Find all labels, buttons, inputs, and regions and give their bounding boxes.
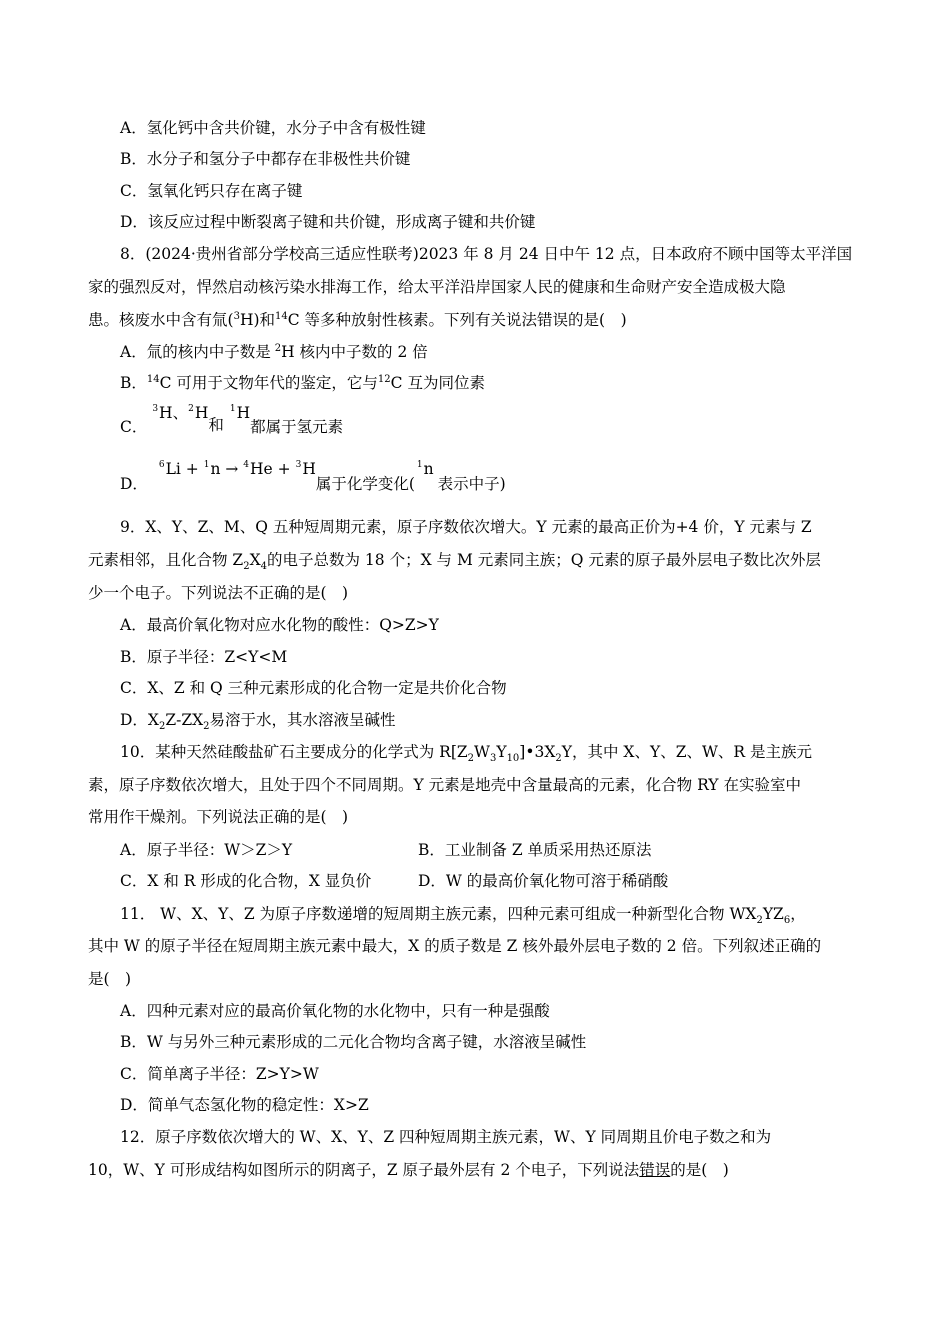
q8-option-b: B．$^{14}$C 可用于文物年代的鉴定，它与$^{12}$C 互为同位素: [120, 373, 485, 392]
q8-stem-line2: 家的强烈反对，悍然启动核污染水排海工作，给太平洋沿岸国家人民的健康和生命财产安全造成极大隐: [88, 278, 786, 296]
q7-option-d: D．该反应过程中断裂离子键和共价键，形成离子键和共价键: [120, 213, 536, 231]
q9-stem-line3: 少一个电子。下列说法不正确的是( ): [88, 584, 349, 602]
q11-option-d: D．简单气态氢化物的稳定性：X>Z: [120, 1096, 369, 1114]
q12-stem-line1: 12．原子序数依次增大的 W、X、Y、Z 四种短周期主族元素，W、Y 同周期且价电子数之和为: [120, 1128, 772, 1146]
q8-option-d: D． $^6$Li + $^1$n → $^4$He + $^3$H属于化学变化($^1$n表示中子): [120, 460, 506, 493]
underlined-keyword: 错误: [639, 1161, 671, 1179]
q9-option-a: A．最高价氧化物对应水化物的酸性：Q>Z>Y: [120, 616, 439, 634]
q8-option-c: C． $^3$H、$^2$H和$^1$H都属于氢元素: [120, 404, 344, 436]
q11-option-c: C．简单离子半径：Z>Y>W: [120, 1065, 319, 1083]
q10-stem-line1: 10．某种天然硅酸盐矿石主要成分的化学式为 $R[Z_2W_3Y_{10}]•3X_2Y$，其中 X、Y、Z、W、R 是主族元: [120, 743, 812, 765]
q7-option-a: A．氢化钙中含共价键，水分子中含有极性键: [120, 119, 426, 137]
q7-option-b: B．水分子和氢分子中都存在非极性共价键: [120, 150, 411, 168]
q8-stem-line3: 患。核废水中含有氚($^3$H)和$^{14}$C 等多种放射性核素。下列有关说法错误的是( ): [88, 310, 627, 329]
q10-option-b: B．工业制备 Z 单质采用热还原法: [418, 841, 652, 859]
q10-option-c: C．X 和 R 形成的化合物，X 显负价: [120, 872, 372, 890]
q11-stem-line3: 是( ): [88, 970, 132, 988]
q8-option-a: A．氚的核内中子数是 $^2$H 核内中子数的 2 倍: [120, 342, 428, 361]
q11-stem-line2: 其中 W 的原子半径在短周期主族元素中最大，X 的质子数是 Z 核外最外层电子数的 2 倍。下列叙述正确的: [88, 937, 822, 955]
q11-stem-line1: 11． W、X、Y、Z 为原子序数递增的短周期主族元素，四种元素可组成一种新型化合物 $WX_2YZ_6$，: [120, 905, 806, 927]
q11-option-a: A．四种元素对应的最高价氧化物的水化物中，只有一种是强酸: [120, 1002, 550, 1020]
q9-option-c: C．X、Z 和 Q 三种元素形成的化合物一定是共价化合物: [120, 679, 507, 697]
q9-stem-line1: 9．X、Y、Z、M、Q 五种短周期元素，原子序数依次增大。Y 元素的最高正价为+4 价，Y 元素与 Z: [120, 518, 812, 536]
q10-stem-line2: 素，原子序数依次增大，且处于四个不同周期。Y 元素是地壳中含量最高的元素，化合物 RY 在实验室中: [88, 776, 801, 794]
q12-stem-line2: 10，W、Y 可形成结构如图所示的阴离子，Z 原子最外层有 2 个电子，下列说法错误的是( ): [88, 1161, 729, 1179]
q9-option-d: D．$X_2Z-ZX_2$易溶于水，其水溶液呈碱性: [120, 711, 396, 733]
q10-stem-line3: 常用作干燥剂。下列说法正确的是( ): [88, 808, 349, 826]
q9-option-b: B．原子半径：Z<Y<M: [120, 648, 288, 666]
q11-option-b: B．W 与另外三种元素形成的二元化合物均含离子键，水溶液呈碱性: [120, 1033, 587, 1051]
q7-option-c: C．氢氧化钙只存在离子键: [120, 182, 303, 200]
q10-option-d: D．W 的最高价氧化物可溶于稀硝酸: [418, 872, 669, 890]
q9-stem-line2: 元素相邻，且化合物 $Z_2X_4$的电子总数为 18 个；X 与 M 元素同主族；Q 元素的原子最外层电子数比次外层: [88, 551, 821, 573]
q10-option-a: A．原子半径：W＞Z＞Y: [120, 841, 293, 859]
q8-stem-line1: 8．(2024·贵州省部分学校高三适应性联考)2023 年 8 月 24 日中午 12 点，日本政府不顾中国等太平洋国: [120, 245, 853, 263]
